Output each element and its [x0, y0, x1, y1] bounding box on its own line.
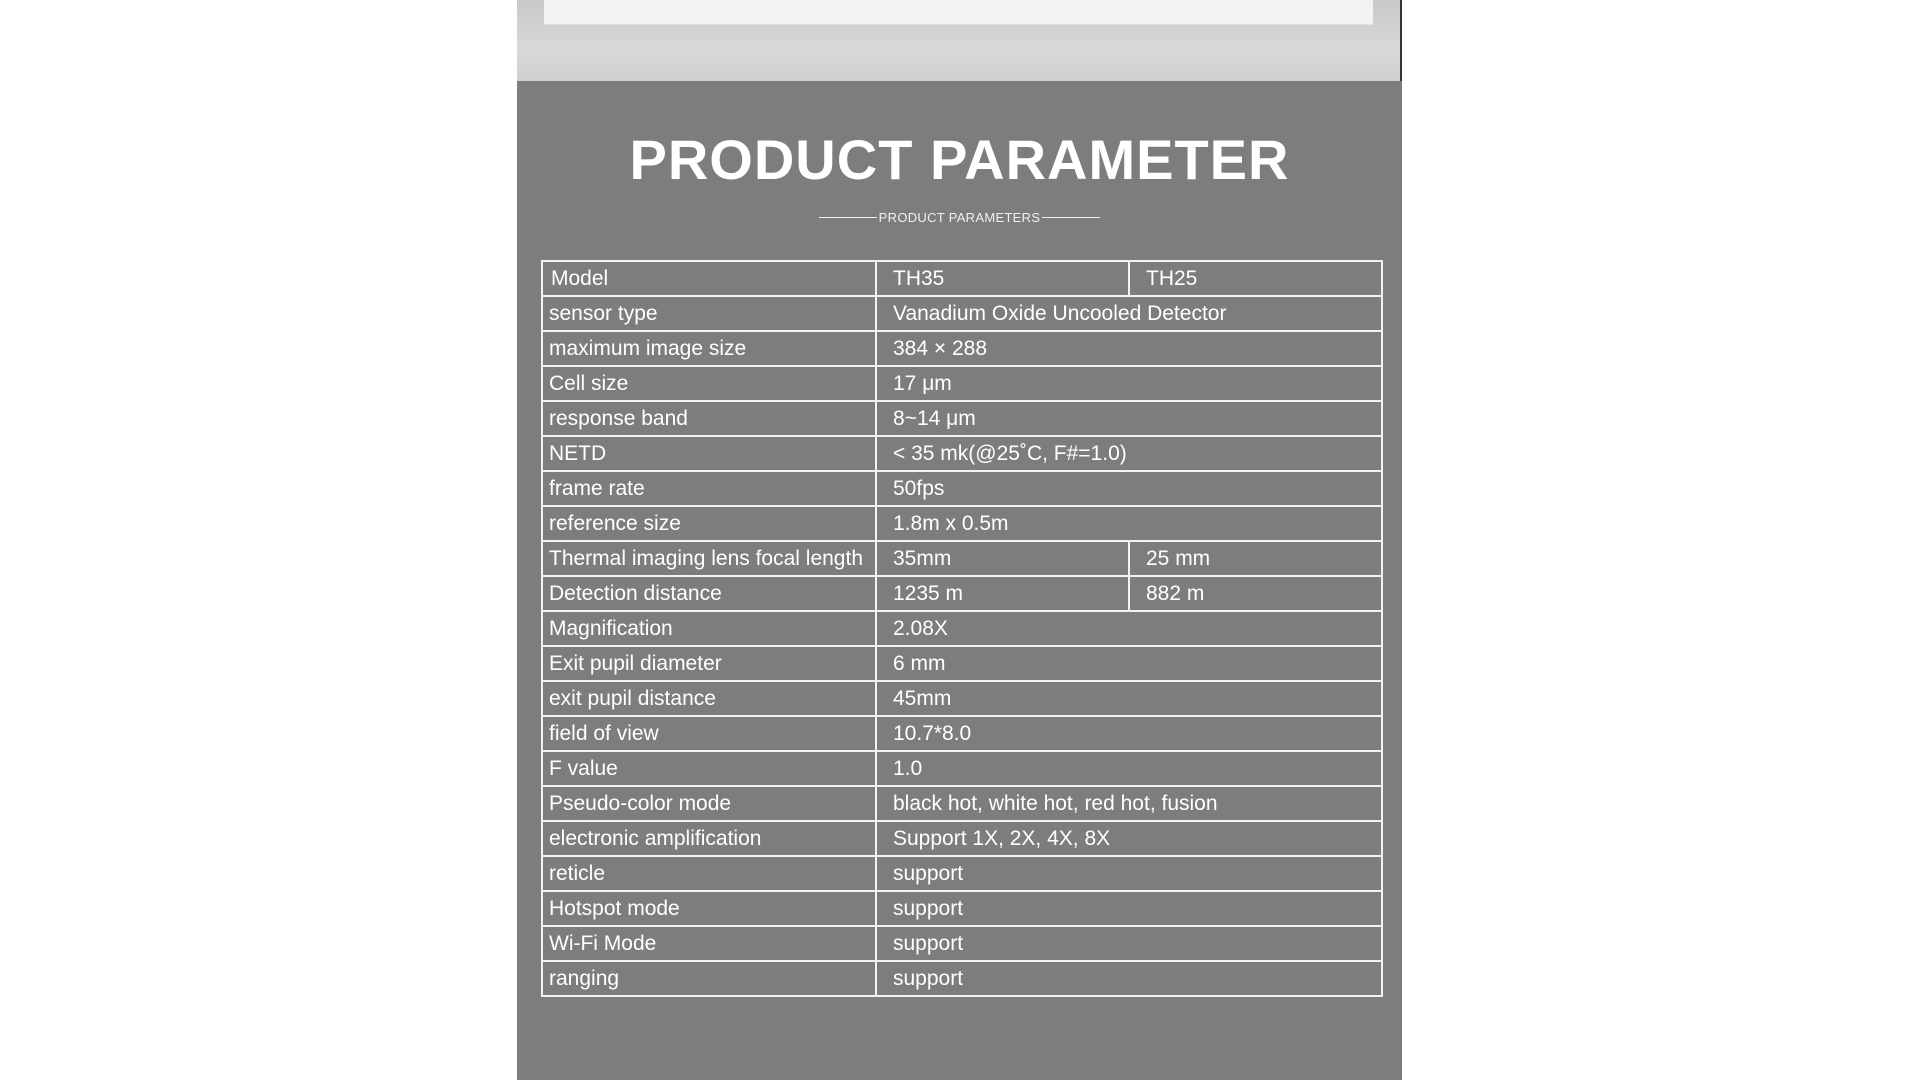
product-parameter-panel — [517, 0, 1402, 1080]
row-label-cell: Magnification — [542, 611, 876, 646]
table-row — [542, 646, 1382, 681]
row-value-cell: 45mm — [876, 681, 1382, 716]
row-value-cell: support — [876, 856, 1382, 891]
row-label-cell: Pseudo-color mode — [542, 786, 876, 821]
row-value-cell: 2.08X — [876, 611, 1382, 646]
subtitle-divider-left — [819, 217, 877, 218]
row-value-th25: 25 mm — [1129, 541, 1382, 576]
table-row — [542, 926, 1382, 961]
row-value-cell: 50fps — [876, 471, 1382, 506]
subtitle-divider-right — [1042, 217, 1100, 218]
row-value-cell: black hot, white hot, red hot, fusion — [876, 786, 1382, 821]
row-label-cell: Thermal imaging lens focal length — [542, 541, 876, 576]
row-label-cell: field of view — [542, 716, 876, 751]
table-row — [542, 296, 1382, 331]
row-value-cell: support — [876, 961, 1382, 996]
table-row — [542, 576, 1382, 611]
header-label-cell: Model — [542, 261, 876, 296]
row-value-cell: 1.8m x 0.5m — [876, 506, 1382, 541]
table-header-row — [542, 261, 1382, 296]
table-row — [542, 541, 1382, 576]
previous-section-card — [544, 0, 1373, 25]
table-row — [542, 366, 1382, 401]
row-label-cell: maximum image size — [542, 331, 876, 366]
row-value-cell: 1.0 — [876, 751, 1382, 786]
table-row — [542, 611, 1382, 646]
row-label-cell: ranging — [542, 961, 876, 996]
row-label-cell: response band — [542, 401, 876, 436]
row-label-cell: NETD — [542, 436, 876, 471]
table-row — [542, 401, 1382, 436]
table-row — [542, 471, 1382, 506]
row-label-cell: frame rate — [542, 471, 876, 506]
row-value-cell: support — [876, 891, 1382, 926]
row-value-cell: 6 mm — [876, 646, 1382, 681]
row-label-cell: electronic amplification — [542, 821, 876, 856]
section-subtitle — [517, 208, 1402, 226]
table-row — [542, 961, 1382, 996]
row-value-th35: 1235 m — [876, 576, 1129, 611]
table-row — [542, 506, 1382, 541]
row-value-cell: 10.7*8.0 — [876, 716, 1382, 751]
row-label-cell: Hotspot mode — [542, 891, 876, 926]
table-row — [542, 436, 1382, 471]
table-row — [542, 331, 1382, 366]
row-value-cell: Vanadium Oxide Uncooled Detector — [876, 296, 1382, 331]
row-label-cell: reference size — [542, 506, 876, 541]
header-model-th35: TH35 — [876, 261, 1129, 296]
row-label-cell: Cell size — [542, 366, 876, 401]
row-value-cell: Support 1X, 2X, 4X, 8X — [876, 821, 1382, 856]
subtitle-text: PRODUCT PARAMETERS — [878, 209, 1041, 225]
row-label-cell: reticle — [542, 856, 876, 891]
row-value-cell: 17 μm — [876, 366, 1382, 401]
section-title: PRODUCT PARAMETER — [629, 128, 1290, 191]
spec-table — [541, 260, 1383, 997]
row-label-cell: Wi-Fi Mode — [542, 926, 876, 961]
table-row — [542, 856, 1382, 891]
row-label-cell: F value — [542, 751, 876, 786]
table-row — [542, 751, 1382, 786]
table-row — [542, 681, 1382, 716]
row-value-th35: 35mm — [876, 541, 1129, 576]
row-value-th25: 882 m — [1129, 576, 1382, 611]
row-label-cell: sensor type — [542, 296, 876, 331]
row-label-cell: Detection distance — [542, 576, 876, 611]
previous-section-strip — [517, 0, 1402, 81]
table-row — [542, 716, 1382, 751]
row-value-cell: < 35 mk(@25˚C, F#=1.0) — [876, 436, 1382, 471]
table-row — [542, 821, 1382, 856]
row-label-cell: Exit pupil diameter — [542, 646, 876, 681]
header-model-th25: TH25 — [1129, 261, 1382, 296]
row-label-cell: exit pupil distance — [542, 681, 876, 716]
row-value-cell: support — [876, 926, 1382, 961]
table-row — [542, 891, 1382, 926]
table-row — [542, 786, 1382, 821]
row-value-cell: 8~14 μm — [876, 401, 1382, 436]
row-value-cell: 384 × 288 — [876, 331, 1382, 366]
